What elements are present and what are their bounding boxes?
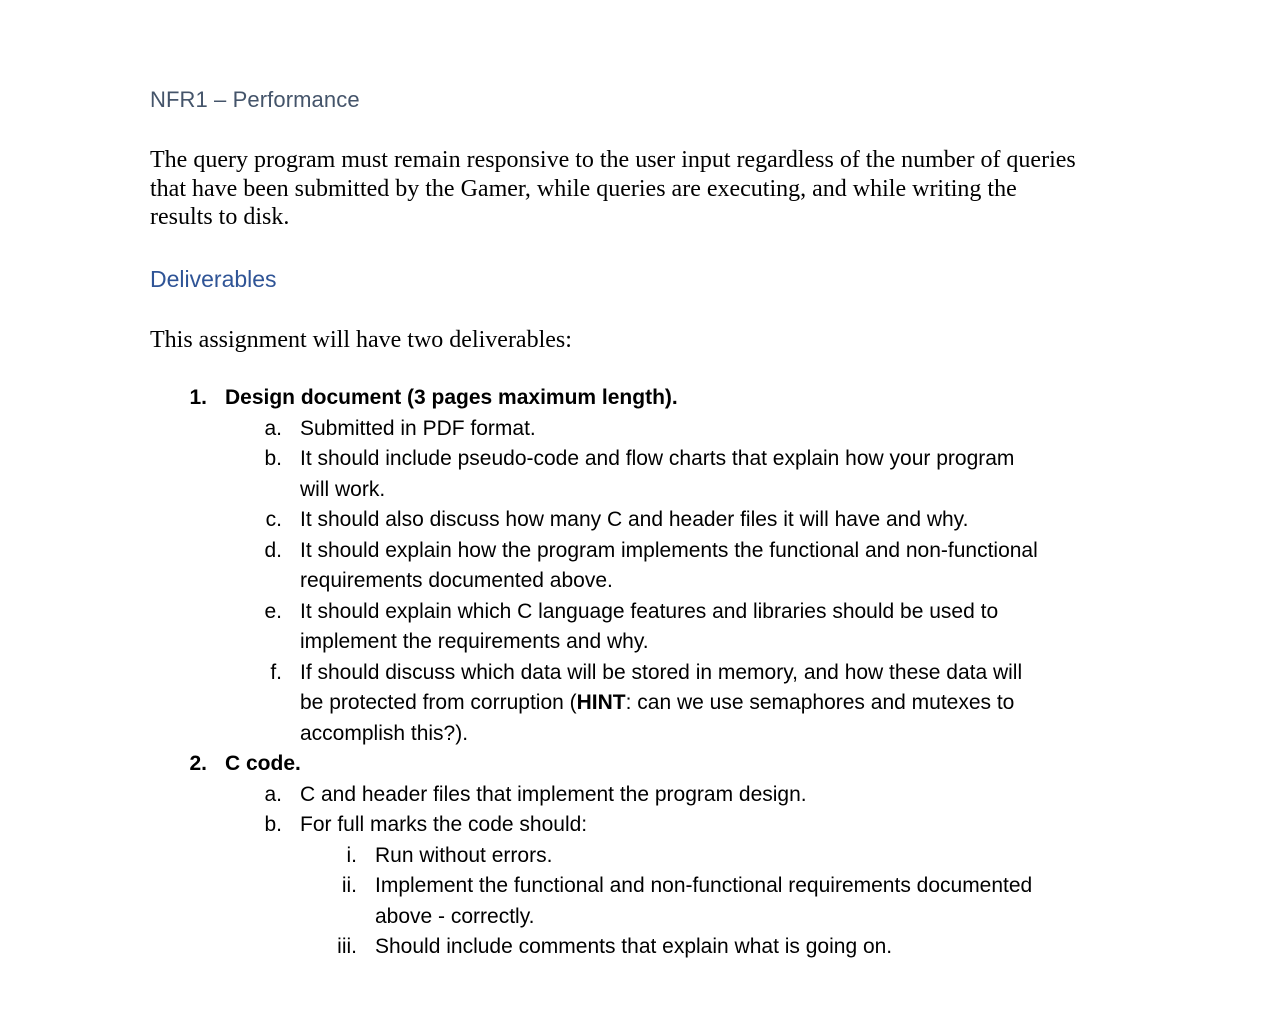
list-item-line [300, 688, 1130, 719]
list-item [0, 505, 1275, 536]
list-item-label: C code. [225, 752, 301, 775]
list-item-line: Implement the functional and non-functional requirements documented [375, 874, 1033, 897]
deliverables-heading: Deliverables [150, 266, 277, 292]
text-run: be protected from corruption ( [300, 691, 577, 714]
text-run: : can we use semaphores and mutexes to [625, 691, 1015, 714]
list-item-text: It should also discuss how many C and header files it will have and why. [300, 508, 969, 531]
list-item [0, 658, 1275, 750]
list-item-text [375, 871, 1125, 932]
list-marker: iii. [337, 935, 357, 958]
paragraph-line: The query program must remain responsive to the user input regardless of the number of queries [150, 147, 1076, 173]
list-marker: i. [346, 843, 357, 867]
list-item-line: will work. [300, 477, 386, 501]
list-item-line: requirements documented above. [300, 569, 613, 592]
list-item-line: If should discuss which data will be stored in memory, and how these data will [300, 660, 1023, 684]
list-item-line: implement the requirements and why. [300, 630, 649, 653]
list-marker: b. [264, 447, 282, 470]
list-marker: a. [264, 416, 282, 440]
hint-label: HINT [576, 691, 626, 714]
list-item [0, 841, 1275, 872]
list-item-text: Run without errors. [375, 843, 553, 867]
list-marker: a. [264, 782, 282, 806]
list-item-line: above - correctly. [375, 904, 535, 928]
deliverables-list [0, 383, 1275, 963]
list-marker: e. [264, 599, 282, 623]
list-item-text [300, 597, 1130, 658]
deliverables-intro: This assignment will have two deliverables: [150, 327, 572, 353]
list-item [0, 871, 1275, 932]
list-marker: f. [270, 660, 282, 684]
list-marker: c. [265, 508, 282, 531]
list-marker: 1. [189, 386, 207, 409]
list-item-text [300, 444, 1130, 505]
list-marker: b. [264, 813, 282, 836]
deliverable-design-document [0, 383, 1275, 414]
list-item-text: Submitted in PDF format. [300, 416, 536, 440]
list-item [0, 414, 1275, 445]
list-item-text [300, 536, 1130, 597]
list-item-text: Should include comments that explain what is going on. [375, 935, 893, 958]
list-marker: 2. [189, 752, 207, 775]
list-item [0, 932, 1275, 963]
list-item-text [300, 658, 1130, 750]
nfr1-paragraph [150, 146, 1140, 232]
list-item [0, 597, 1275, 658]
list-marker: d. [264, 538, 282, 562]
list-marker: ii. [341, 874, 357, 897]
list-item-text: For full marks the code should: [300, 813, 588, 836]
list-item-label: Design document (3 pages maximum length). [225, 386, 678, 409]
list-item-line: It should explain how the program implements the functional and non-functional [300, 538, 1038, 562]
list-item-line: accomplish this?). [300, 721, 469, 745]
list-item [0, 780, 1275, 811]
list-item-text: C and header files that implement the program design. [300, 782, 807, 806]
list-item [0, 536, 1275, 597]
paragraph-line: that have been submitted by the Gamer, while queries are executing, and while writing the [150, 175, 1017, 202]
paragraph-line: results to disk. [150, 204, 290, 230]
deliverable-c-code [0, 749, 1275, 780]
list-item [0, 444, 1275, 505]
nfr1-heading: NFR1 – Performance [150, 87, 360, 112]
list-item [0, 810, 1275, 841]
list-item-line: It should include pseudo-code and flow charts that explain how your program [300, 447, 1015, 470]
list-item-line: It should explain which C language features and libraries should be used to [300, 599, 999, 623]
